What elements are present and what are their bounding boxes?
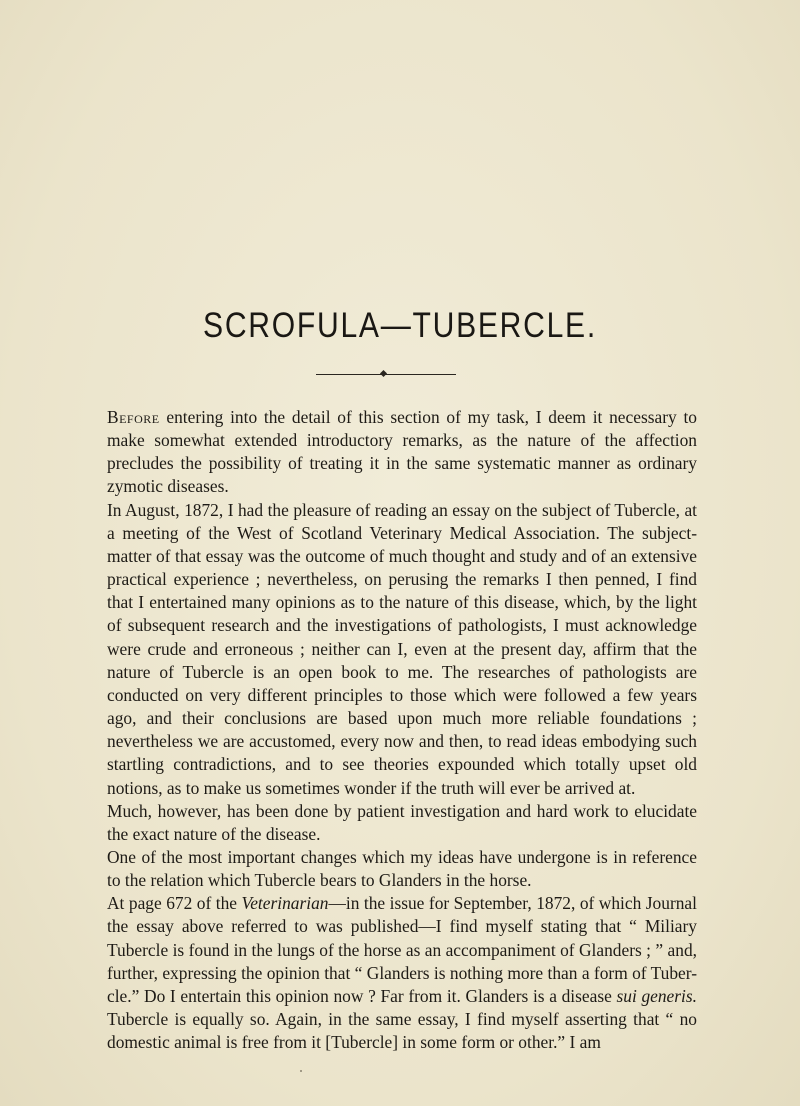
paragraph-5-part-1: At page 672 of the <box>107 893 242 914</box>
chapter-title: SCROFULA—TUBERCLE. <box>203 306 597 345</box>
paragraph-1 <box>107 406 697 499</box>
paragraph-5-part-3: Tubercle is equally so. Again, in the same essay, I find myself asserting that “ no domestic animal is free from it [Tubercle] in some form or other.” I am <box>107 1009 697 1053</box>
body-text <box>107 406 697 1054</box>
paragraph-4: One of the most important changes which my ideas have undergone is in reference to the relation which Tubercle bears to Glanders in the horse. <box>107 846 697 891</box>
latin-phrase: sui generis. <box>616 985 697 1006</box>
divider-diamond-icon <box>380 370 387 377</box>
paragraph-2: In August, 1872, I had the pleasure of reading an essay on the subject of Tubercle, at a meeting of the West of Scotland Veterinary Medical Association. The subject-matter of that essay was the outcome of much thought and study and of an extensive practical experience ; nevertheless, on perusing the remarks I then penned, I find that I entertained many opinions as to the nature of this disease, which, by the light of subsequent research and the investigations of pathologists, I must acknowledge were crude and erroneous ; neither can I, even at the present day, affirm that the nature of Tubercle is an open book to me. The researches of pathologists are conducted on very different principles to those which were followed a few years ago, and their conclusions are based upon much more reliable foundations ; nevertheless we are accustomed, every now and then, to read ideas embodying such startling contradictions, and to see theories expounded which totally upset old notions, as to make us sometimes wonder if the truth will ever be arrived at. <box>107 499 697 798</box>
paragraph-1-text: entering into the detail of this section of my task, I deem it necessary to make somewhat extended introductory remarks, as the nature of the affection precludes the possibility of treating it in the same systematic manner as ordinary zymotic diseases. <box>107 407 697 497</box>
paper-speck <box>300 1070 302 1072</box>
drop-lead-word: Before <box>107 407 160 427</box>
journal-name: Veterinarian <box>241 893 329 914</box>
paragraph-5-part-2: —in the issue for September, 1872, of which Journal the essay above referred to was published—I find myself stating that “ Miliary Tubercle is found in the lungs of the horse as an accompaniment of Glanders ; ” and, further, expressing the opinion that “ Glanders is nothing more than a form of Tuber-cle.” Do I entertain this opinion now ? Far from it. Glanders is a disease <box>107 893 697 1006</box>
paragraph-3: Much, however, has been done by patient investigation and hard work to elucidate the exact nature of the disease. <box>107 800 697 844</box>
paragraph-5 <box>107 892 697 1054</box>
